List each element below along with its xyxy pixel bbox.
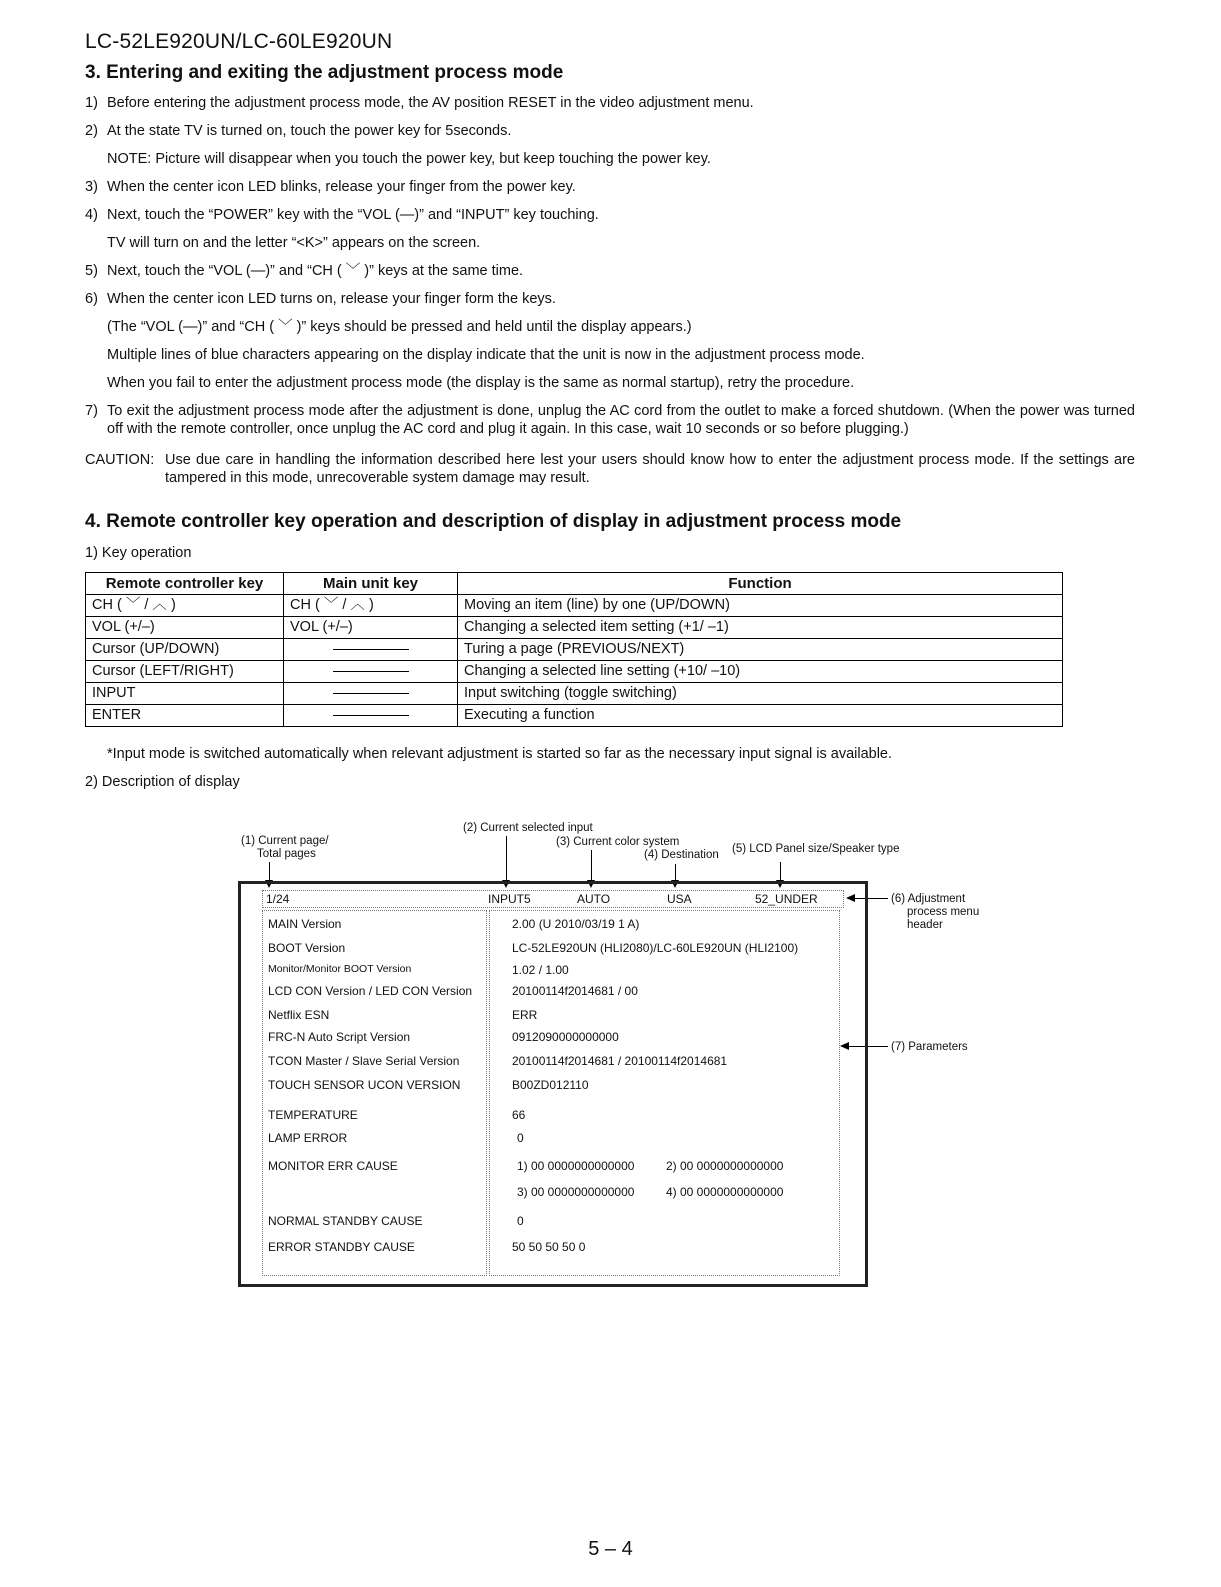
list-item: 5) Next, touch the “VOL (—)” and “CH ( ﹀ )” keys at the same time. bbox=[85, 263, 524, 279]
header-page: 1/24 bbox=[266, 892, 290, 906]
display-description-subtitle: 2) Description of display bbox=[85, 774, 240, 790]
key-operation-table bbox=[85, 572, 1063, 727]
param-name: FRC-N Auto Script Version bbox=[268, 1030, 411, 1044]
table-row: Cursor (LEFT/RIGHT) Changing a selected line setting (+10/ –10) bbox=[86, 661, 1063, 683]
param-name: TCON Master / Slave Serial Version bbox=[268, 1054, 460, 1068]
table-row: INPUT Input switching (toggle switching) bbox=[86, 683, 1063, 705]
param-value: 0 bbox=[517, 1131, 524, 1145]
list-item: When you fail to enter the adjustment process mode (the display is the same as normal startup), retry the procedure. bbox=[107, 375, 855, 391]
param-value: 0 bbox=[517, 1214, 524, 1228]
callout-color-system: (3) Current color system bbox=[556, 836, 680, 848]
param-name: ERROR STANDBY CAUSE bbox=[268, 1240, 415, 1254]
header-main-key: Main unit key bbox=[284, 573, 458, 595]
callout-current-page: (1) Current page/ Total pages bbox=[241, 835, 329, 860]
list-item: TV will turn on and the letter “<K>” appears on the screen. bbox=[107, 235, 481, 251]
arrow-line bbox=[780, 862, 781, 882]
table-row: ENTER Executing a function bbox=[86, 705, 1063, 727]
param-name: BOOT Version bbox=[268, 941, 346, 955]
table-row: Cursor (UP/DOWN) Turing a page (PREVIOUS/NEXT) bbox=[86, 639, 1063, 661]
header-panel: 52_UNDER bbox=[755, 892, 818, 906]
param-value: 2.00 (U 2010/03/19 1 A) bbox=[512, 917, 640, 931]
param-name: TEMPERATURE bbox=[268, 1108, 358, 1122]
dash-placeholder bbox=[284, 639, 458, 661]
header-destination: USA bbox=[667, 892, 692, 906]
list-item: 1) Before entering the adjustment process mode, the AV position RESET in the video adjustment menu. bbox=[85, 95, 754, 111]
err-cause-2: 2) 00 0000000000000 bbox=[666, 1159, 784, 1173]
section4-title: 4. Remote controller key operation and description of display in adjustment process mode bbox=[85, 511, 902, 532]
param-value: 20100114f2014681 / 20100114f2014681 bbox=[512, 1054, 728, 1068]
dash-placeholder bbox=[284, 661, 458, 683]
callout-destination: (4) Destination bbox=[644, 849, 719, 861]
arrow-line bbox=[506, 836, 507, 882]
param-value: 0912090000000000 bbox=[512, 1030, 619, 1044]
header-color: AUTO bbox=[577, 892, 611, 906]
list-item: 6) When the center icon LED turns on, release your finger form the keys. bbox=[85, 291, 556, 307]
err-cause-4: 4) 00 0000000000000 bbox=[666, 1185, 784, 1199]
param-name: MAIN Version bbox=[268, 917, 342, 931]
param-value: ERR bbox=[512, 1008, 538, 1022]
param-value: 50 50 50 50 0 bbox=[512, 1240, 586, 1254]
page-number: 5 – 4 bbox=[588, 1538, 633, 1560]
param-value: LC-52LE920UN (HLI2080)/LC-60LE920UN (HLI2100) bbox=[512, 941, 799, 955]
param-name: Monitor/Monitor BOOT Version bbox=[268, 963, 412, 975]
param-name: NORMAL STANDBY CAUSE bbox=[268, 1214, 423, 1228]
input-mode-note: *Input mode is switched automatically when relevant adjustment is started so far as the necessary input signal is available. bbox=[107, 746, 893, 762]
list-item: 3) When the center icon LED blinks, release your finger from the power key. bbox=[85, 179, 576, 195]
table-row: CH ( ﹀ / ︿ ) CH ( ﹀ / ︿ ) Moving an item (line) by one (UP/DOWN) bbox=[86, 595, 1063, 617]
section3-title: 3. Entering and exiting the adjustment process mode bbox=[85, 62, 564, 83]
err-cause-1: 1) 00 0000000000000 bbox=[517, 1159, 635, 1173]
param-name: MONITOR ERR CAUSE bbox=[268, 1159, 398, 1173]
dash-placeholder bbox=[284, 683, 458, 705]
callout-selected-input: (2) Current selected input bbox=[463, 822, 593, 834]
table-row: VOL (+/–) VOL (+/–) Changing a selected item setting (+1/ –1) bbox=[86, 617, 1063, 639]
arrow-line bbox=[591, 850, 592, 882]
header-input: INPUT5 bbox=[488, 892, 531, 906]
list-item: 4) Next, touch the “POWER” key with the “VOL (—)” and “INPUT” key touching. bbox=[85, 207, 599, 223]
header-function: Function bbox=[458, 573, 1063, 595]
callout-panel-size: (5) LCD Panel size/Speaker type bbox=[732, 843, 900, 855]
param-name: TOUCH SENSOR UCON VERSION bbox=[268, 1078, 461, 1092]
param-name: LCD CON Version / LED CON Version bbox=[268, 984, 473, 998]
list-item: NOTE: Picture will disappear when you touch the power key, but keep touching the power key. bbox=[107, 151, 711, 167]
param-value: 20100114f2014681 / 00 bbox=[512, 984, 638, 998]
param-name: Netflix ESN bbox=[268, 1008, 330, 1022]
section3-list bbox=[85, 94, 865, 402]
list-item: (The “VOL (—)” and “CH ( ﹀ )” keys should be pressed and held until the display appears.) bbox=[107, 319, 692, 335]
list-item: Multiple lines of blue characters appearing on the display indicate that the unit is now in the adjustment process mode. bbox=[107, 347, 865, 363]
table-header-row bbox=[86, 573, 1063, 595]
err-cause-3: 3) 00 0000000000000 bbox=[517, 1185, 635, 1199]
key-operation-subtitle: 1) Key operation bbox=[85, 545, 192, 561]
list-item-7: 7) To exit the adjustment process mode after the adjustment is done, unplug the AC cord from the outlet to make a forced shutdown. (When the power was turned off with the remote controller, once unplug the AC cord and plug it again. In this case, wait 10 seconds or so before plugging.) bbox=[85, 403, 1135, 437]
param-value: B00ZD012110 bbox=[512, 1078, 589, 1092]
list-item: 2) At the state TV is turned on, touch the power key for 5seconds. bbox=[85, 123, 512, 139]
param-name: LAMP ERROR bbox=[268, 1131, 348, 1145]
param-value: 1.02 / 1.00 bbox=[512, 963, 569, 977]
caution: CAUTION: Use due care in handling the information described here lest your users should know how to enter the adjustment process mode. If the settings are tampered in this mode, unrecoverable system damage may result. bbox=[85, 452, 1135, 486]
arrow-line bbox=[269, 862, 270, 882]
header-remote-key: Remote controller key bbox=[86, 573, 284, 595]
model-title: LC-52LE920UN/LC-60LE920UN bbox=[85, 30, 393, 53]
param-value: 66 bbox=[512, 1108, 526, 1122]
dash-placeholder bbox=[284, 705, 458, 727]
callout-parameters: (7) Parameters bbox=[891, 1041, 968, 1053]
callout-menu-header: (6) Adjustment process menu header bbox=[891, 893, 980, 931]
